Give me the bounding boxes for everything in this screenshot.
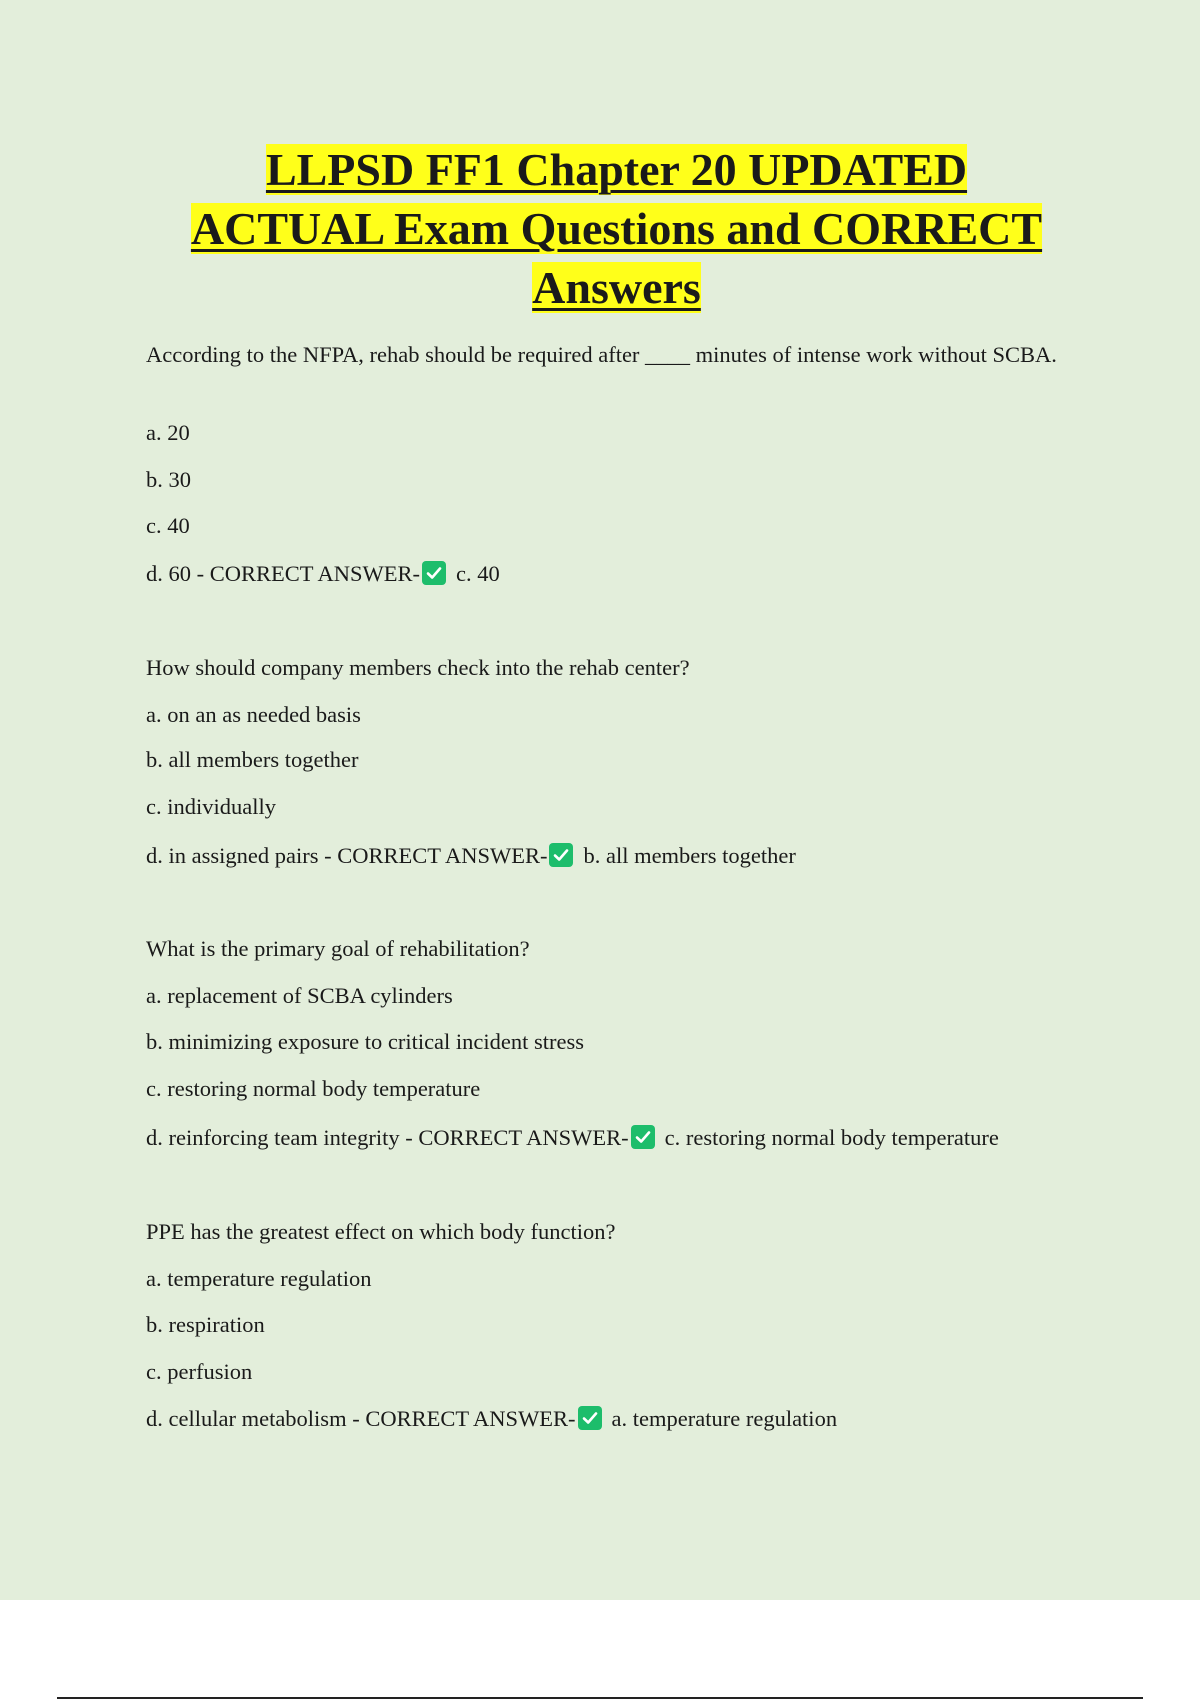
title-line-2: ACTUAL Exam Questions and CORRECT	[190, 203, 1043, 254]
question-text: How should company members check into the rehab center?	[146, 655, 690, 680]
option-d-with-answer	[146, 559, 500, 589]
title-line-3: Answers	[532, 262, 701, 313]
correct-answer: b. all members together	[583, 843, 796, 868]
document-title	[140, 140, 1093, 317]
option-d: d. in assigned pairs -	[146, 843, 338, 868]
correct-answer: c. restoring normal body temperature	[664, 1125, 999, 1150]
check-mark-icon	[549, 843, 573, 867]
correct-answer-label: CORRECT ANSWER-	[337, 843, 548, 868]
option-b: b. respiration	[146, 1312, 265, 1337]
option-d-with-answer	[146, 841, 796, 871]
check-mark-icon	[578, 1406, 602, 1430]
question-text: What is the primary goal of rehabilitation?	[146, 936, 530, 961]
option-c: c. restoring normal body temperature	[146, 1076, 481, 1101]
question-text: According to the NFPA, rehab should be required after ____ minutes of intense work without SCBA.	[146, 342, 1057, 367]
option-b: b. minimizing exposure to critical incident stress	[146, 1029, 585, 1054]
correct-answer-label: CORRECT ANSWER-	[209, 561, 420, 586]
option-c: c. perfusion	[146, 1359, 253, 1384]
option-a: a. replacement of SCBA cylinders	[146, 983, 453, 1008]
title-line-1: LLPSD FF1 Chapter 20 UPDATED	[265, 144, 968, 195]
option-d: d. reinforcing team integrity -	[146, 1125, 419, 1150]
option-c: c. 40	[146, 513, 190, 538]
correct-answer: c. 40	[455, 561, 500, 586]
check-mark-icon	[631, 1125, 655, 1149]
correct-answer: a. temperature regulation	[611, 1406, 838, 1431]
footer-divider	[57, 1697, 1143, 1699]
option-a: a. 20	[146, 420, 190, 445]
option-a: a. on an as needed basis	[146, 702, 361, 727]
correct-answer-label: CORRECT ANSWER-	[365, 1406, 576, 1431]
option-b: b. 30	[146, 467, 191, 492]
option-b: b. all members together	[146, 747, 359, 772]
option-d: d. 60 -	[146, 561, 210, 586]
question-text: PPE has the greatest effect on which body function?	[146, 1219, 616, 1244]
option-a: a. temperature regulation	[146, 1266, 372, 1291]
option-d: d. cellular metabolism -	[146, 1406, 366, 1431]
check-mark-icon	[422, 561, 446, 585]
option-d-with-answer	[146, 1404, 837, 1434]
correct-answer-label: CORRECT ANSWER-	[418, 1125, 629, 1150]
option-c: c. individually	[146, 794, 276, 819]
option-d-with-answer	[146, 1123, 999, 1153]
